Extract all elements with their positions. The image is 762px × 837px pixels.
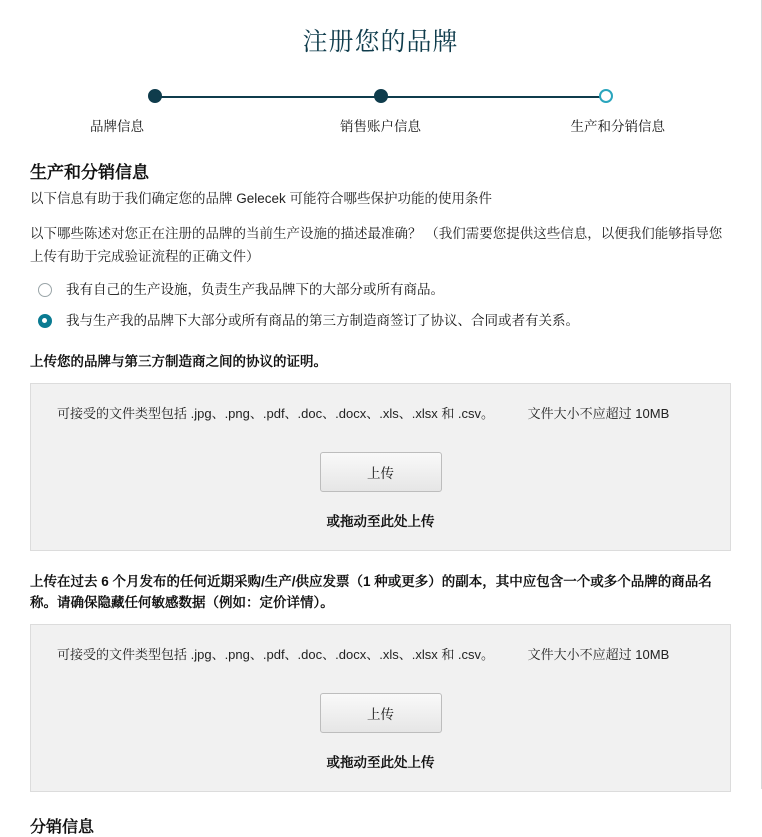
upload-heading-invoices: 上传在过去 6 个月发布的任何近期采购/生产/供应发票（1 种或更多）的副本，其中应包含一个或多个品牌的商品名称。请确保隐藏任何敏感数据（例如：定价详情）。 [30,573,712,611]
upload-file-types-row [31,641,730,663]
stepper-step-label: 品牌信息 [90,119,144,134]
radio-option-label: 我有自己的生产设施，负责生产我品牌下的大部分或所有商品。 [66,282,444,298]
stepper-step-manufacturing-distribution-info[interactable] [463,86,665,135]
section-description: 以下信息有助于我们确定您的品牌 Gelecek 可能符合哪些保护功能的使用条件 [30,191,493,206]
upload-file-types-text: 可接受的文件类型包括 .jpg、.png、.pdf、.doc、.docx、.xls、.xlsx 和 .csv。 [57,646,495,662]
stepper-step-brand-info[interactable] [90,86,298,135]
section-title: 生产和分销信息 [30,163,149,182]
radio-option-label: 我与生产我的品牌下大部分或所有商品的第三方制造商签订了协议、合同或者有关系。 [66,313,579,329]
page-title: 注册您的品牌 [302,28,459,56]
main-content [0,158,761,837]
upload-file-size-text: 文件大小不应超过 10MB [527,646,670,662]
upload-heading-agreement: 上传您的品牌与第三方制造商之间的协议的证明。 [30,353,327,369]
upload-dropzone-agreement[interactable] [30,383,731,551]
section-title-distribution-info: 分销信息 [30,818,95,836]
upload-file-size-text: 文件大小不应超过 10MB [527,405,670,421]
step-dot-open-icon [599,89,613,103]
step-dot-filled-icon [148,89,162,103]
stepper-step-label: 生产和分销信息 [570,119,665,134]
upload-file-types-text: 可接受的文件类型包括 .jpg、.png、.pdf、.doc、.docx、.xls、.xlsx 和 .csv。 [57,405,495,421]
stepper-step-label: 销售账户信息 [340,119,421,134]
radio-option-own-facility[interactable] [38,281,731,300]
step-dot-filled-icon [374,89,388,103]
upload-file-types-row [31,400,730,422]
upload-drag-text: 或拖动至此处上传 [326,754,435,770]
section-question: 以下哪些陈述对您正在注册的品牌的当前生产设施的描述最准确？ （我们需要您提供这些信息，以便我们能够指导您上传有助于完成验证流程的正确文件） [30,226,723,265]
progress-stepper [90,86,665,136]
radio-option-third-party-manufacturer[interactable] [38,312,731,331]
stepper-step-selling-account-info[interactable] [306,86,456,135]
upload-button-agreement[interactable]: 上传 [320,452,442,492]
upload-drag-text: 或拖动至此处上传 [326,513,435,529]
radio-icon-selected[interactable] [38,314,52,328]
radio-icon[interactable] [38,283,52,297]
upload-dropzone-invoices[interactable] [30,624,731,792]
upload-button-invoices[interactable]: 上传 [320,693,442,733]
